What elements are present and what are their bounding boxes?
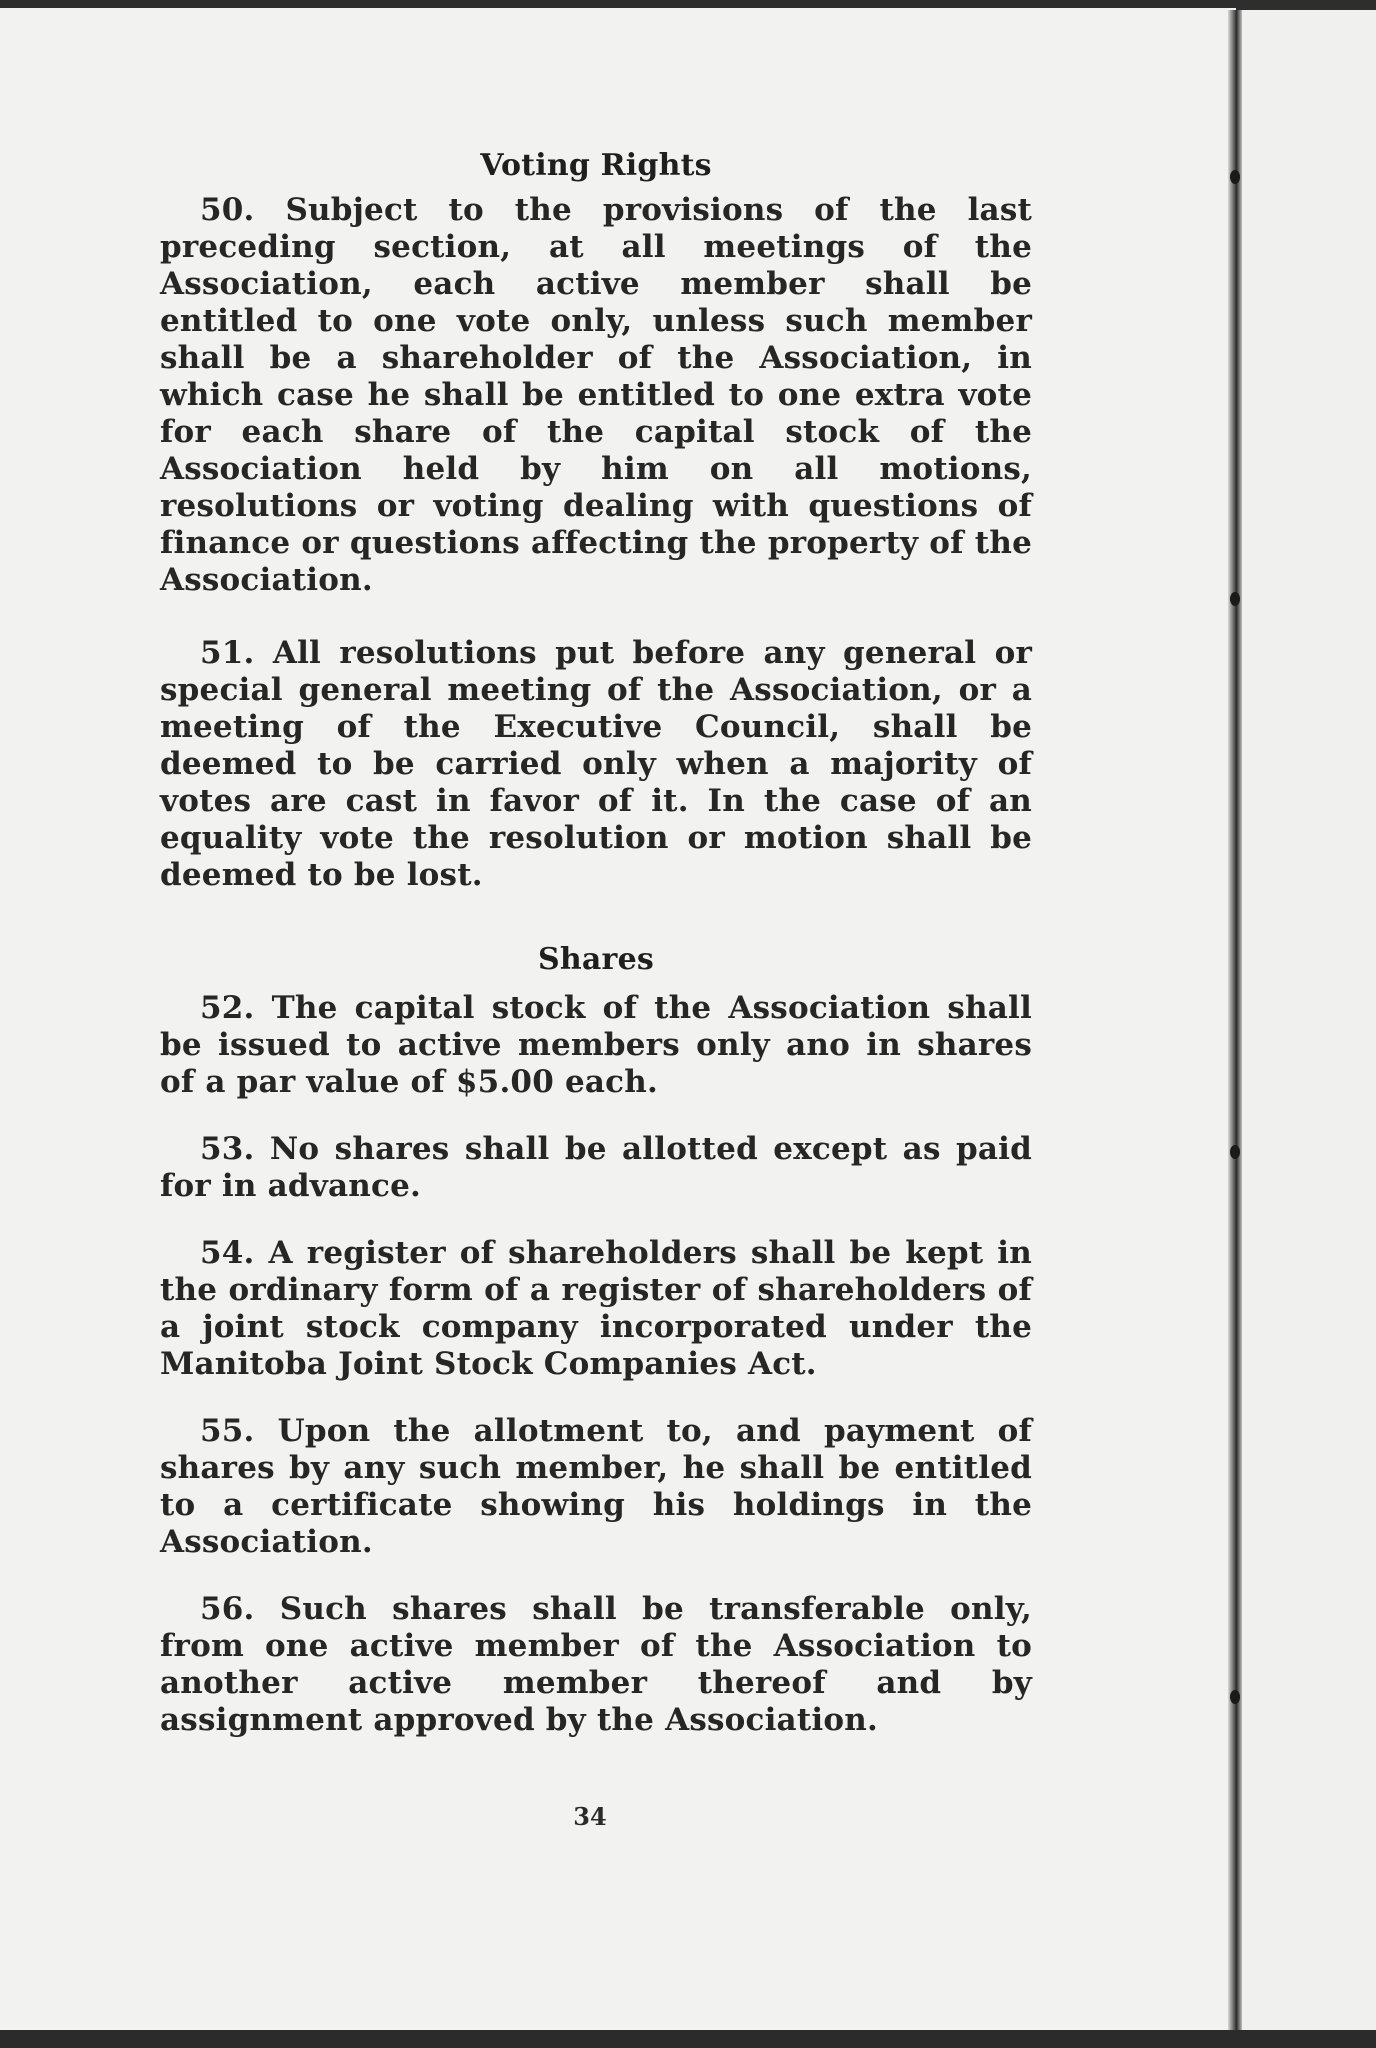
paragraph-53: 53. No shares shall be allotted except as paid for in advance.	[160, 1131, 1032, 1204]
paragraph-52: 52. The capital stock of the Association shall be issued to active members only ano in shares of a par value of $5.00 each.	[160, 990, 1032, 1100]
document-body	[160, 148, 1032, 1769]
paragraph-50: 50. Subject to the provisions of the last preceding section, at all meetings of the Association, each active member shall be entitled to one vote only, unless such member shall be a shareholder of the Association, in which case he shall be entitled to one extra vote for each share of the capital stock of the Association held by him on all motions, resolutions or voting dealing with questions of finance or questions affecting the property of the Association.	[160, 192, 1032, 598]
binding-stitch-mark	[1230, 592, 1240, 606]
paragraph-54: 54. A register of shareholders shall be kept in the ordinary form of a register of shareholders of a joint stock company incorporated under the Manitoba Joint Stock Companies Act.	[160, 1235, 1032, 1382]
section-heading-voting-rights: Voting Rights	[480, 148, 712, 183]
section-heading-shares: Shares	[538, 942, 654, 977]
paragraph-51: 51. All resolutions put before any general or special general meeting of the Association, or a meeting of the Executive Council, shall be deemed to be carried only when a majority of votes are cast in favor of it. In the case of an equality vote the resolution or motion shall be deemed to be lost.	[160, 635, 1032, 893]
book-gutter	[1228, 10, 1242, 2030]
adjacent-page-edge	[1242, 10, 1376, 2030]
binding-stitch-mark	[1230, 170, 1240, 184]
paragraph-56: 56. Such shares shall be transferable only, from one active member of the Association to another active member thereof and by assignment approved by the Association.	[160, 1591, 1032, 1738]
binding-stitch-mark	[1230, 1145, 1240, 1159]
scan-bottom-edge	[0, 2030, 1376, 2048]
binding-stitch-mark	[1230, 1690, 1240, 1704]
paragraph-55: 55. Upon the allotment to, and payment of shares by any such member, he shall be entitled to a certificate showing his holdings in the Association.	[160, 1413, 1032, 1560]
page-number: 34	[573, 1802, 607, 1831]
document-page	[0, 8, 1236, 2030]
